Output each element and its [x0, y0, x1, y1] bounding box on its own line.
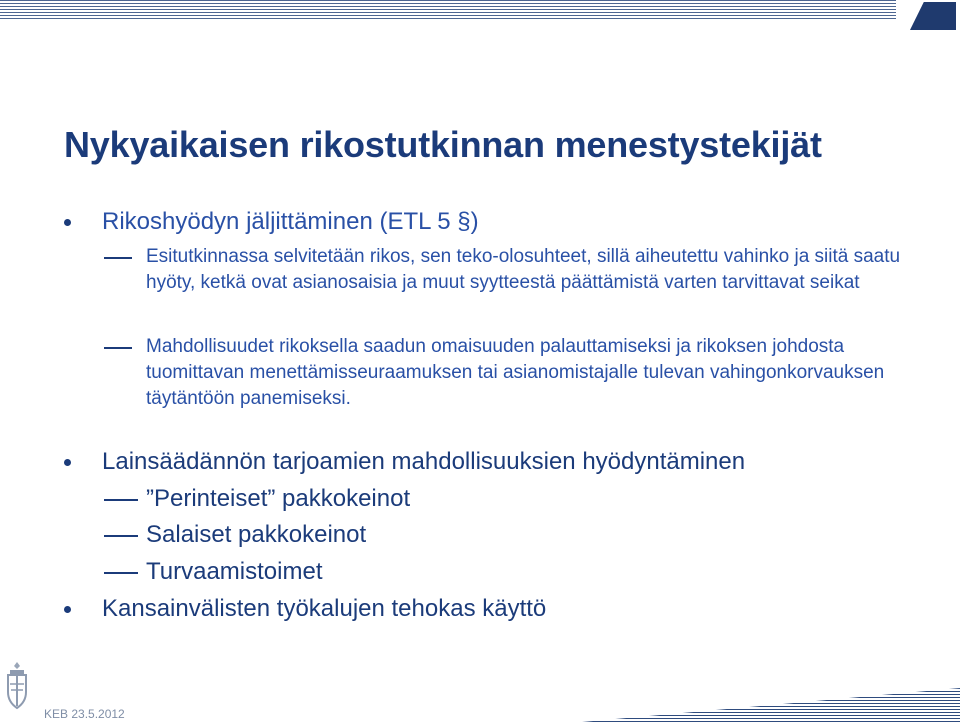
dash-icon	[104, 499, 138, 501]
bullet-dot-icon	[64, 606, 71, 613]
sub-bullet-3-text: ”Perinteiset” pakkokeinot	[146, 485, 411, 512]
top-stripes-decoration	[0, 0, 896, 20]
bullet-1-text: Rikoshyödyn jäljittäminen (ETL 5 §)	[102, 208, 479, 235]
dash-icon	[104, 535, 138, 537]
sub-bullet-2-text: Mahdollisuudet rikoksella saadun omaisuuden palauttamiseksi ja rikoksen johdosta tuomittavan menettämisseuraamuksen tai asianomistajalle tulevan vahingonkorvauksen täytäntöön panemiseksi.	[146, 336, 885, 409]
top-right-corner-decoration	[910, 2, 956, 30]
footer-text: KEB 23.5.2012	[44, 707, 125, 721]
bullet-3-text: Kansainvälisten työkalujen tehokas käyttö	[102, 595, 547, 622]
sub-bullet-5-text: Turvaamistoimet	[146, 558, 323, 585]
bullet-2-text: Lainsäädännön tarjoamien mahdollisuuksien hyödyntäminen	[102, 448, 746, 475]
sub-bullet-4-text: Salaiset pakkokeinot	[146, 521, 367, 548]
slide-title: Nykyaikaisen rikostutkinnan menestystekijät	[64, 124, 822, 165]
sub-bullet-1-text: Esitutkinnassa selvitetään rikos, sen teko-olosuhteet, sillä aiheutettu vahinko ja siitä saatu hyöty, ketkä ovat asianosaisia ja muut syytteestä päättämistä varten tarvittavat seikat	[146, 246, 901, 293]
dash-icon	[104, 572, 138, 574]
bullet-dot-icon	[64, 459, 71, 466]
bottom-stripes-decoration	[560, 688, 960, 724]
dash-icon	[104, 347, 132, 349]
dash-icon	[104, 257, 132, 259]
bullet-dot-icon	[64, 219, 71, 226]
police-emblem-icon	[4, 660, 30, 714]
